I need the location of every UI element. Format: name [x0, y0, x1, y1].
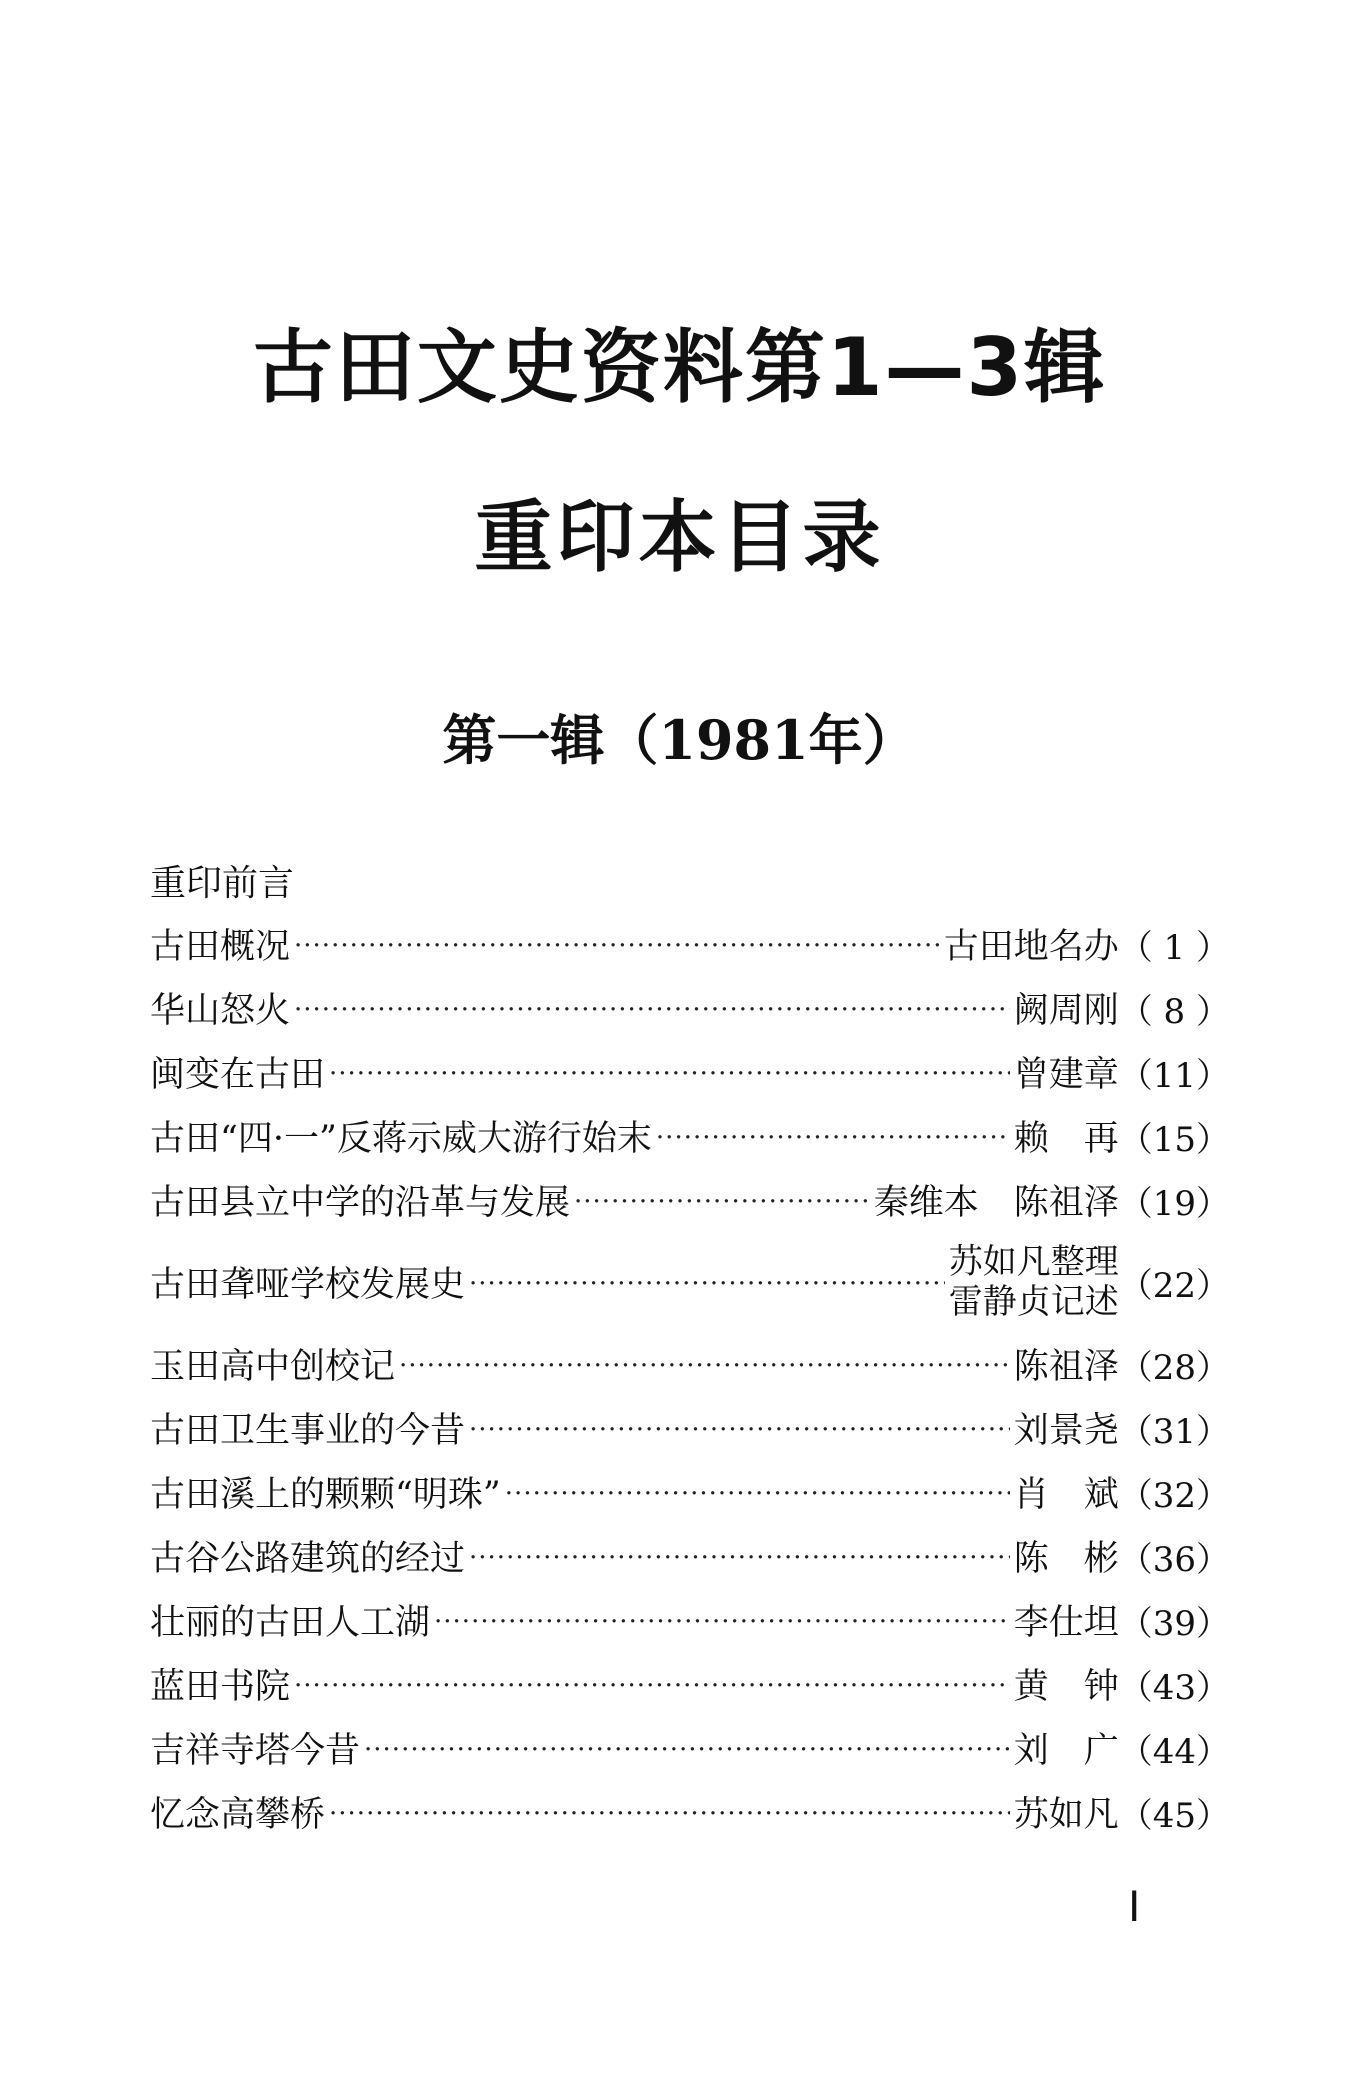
entry-author-stack — [949, 1242, 1119, 1322]
entry-author-editor: 苏如凡整理 — [948, 1242, 1119, 1282]
toc-row — [150, 1396, 1230, 1460]
leader-dots — [294, 924, 940, 964]
toc-row — [150, 1780, 1230, 1844]
entry-title: 忆念高攀桥 — [150, 1795, 326, 1835]
leader-dots — [294, 988, 1010, 1028]
entry-page: （36） — [1118, 1539, 1230, 1580]
entry-author: 黄 钟 — [1013, 1667, 1119, 1707]
entry-title: 玉田高中创校记 — [150, 1347, 396, 1387]
entry-author: 赖 再 — [1013, 1119, 1119, 1159]
leader-dots — [656, 1116, 1010, 1156]
entry-page: （22） — [1118, 1265, 1230, 1306]
entry-author: 秦维本 陈祖泽 — [873, 1183, 1119, 1223]
leader-dots — [364, 1728, 1010, 1768]
entry-author: 古田地名办 — [943, 927, 1119, 967]
entry-author: 刘景尧 — [1013, 1411, 1119, 1451]
entry-page: （39） — [1118, 1603, 1230, 1644]
entry-author: 阙周刚 — [1013, 991, 1119, 1031]
entry-title: 蓝田书院 — [150, 1667, 291, 1707]
entry-title: 古田概况 — [150, 927, 291, 967]
toc-row — [150, 1652, 1230, 1716]
entry-title: 古田卫生事业的今昔 — [150, 1411, 466, 1451]
toc-row — [150, 912, 1230, 976]
entry-page: （43） — [1118, 1667, 1230, 1708]
entry-author: 肖 斌 — [1013, 1475, 1119, 1515]
toc-row — [150, 1040, 1230, 1104]
entry-page: （19） — [1118, 1183, 1230, 1224]
entry-author: 曾建章 — [1013, 1055, 1119, 1095]
entry-page: （31） — [1118, 1411, 1230, 1452]
entry-page: （28） — [1118, 1347, 1230, 1388]
toc-row — [150, 1332, 1230, 1396]
toc-list — [150, 912, 1230, 1844]
entry-page: （ 1 ） — [1118, 927, 1230, 968]
entry-author: 苏如凡 — [1013, 1795, 1119, 1835]
toc-row — [150, 1168, 1230, 1232]
entry-title: 古田聋哑学校发展史 — [150, 1265, 466, 1305]
entry-title: 古谷公路建筑的经过 — [150, 1539, 466, 1579]
leader-dots — [505, 1472, 1010, 1512]
entry-title: 古田县立中学的沿革与发展 — [150, 1183, 571, 1223]
entry-title: 古田溪上的颗颗“明珠” — [150, 1475, 501, 1515]
toc-title: 重印本目录 — [474, 493, 885, 583]
entry-title: 古田“四·一”反蒋示威大游行始末 — [150, 1119, 652, 1159]
entry-page: （44） — [1118, 1731, 1230, 1772]
leader-dots — [469, 1262, 945, 1302]
leader-dots — [399, 1344, 1010, 1384]
toc-row — [150, 976, 1230, 1040]
toc-row — [150, 1588, 1230, 1652]
book-title: 古田文史资料第1—3辑 — [252, 321, 1107, 414]
entry-page: （32） — [1118, 1475, 1230, 1516]
entry-title: 华山怒火 — [150, 991, 291, 1031]
leader-dots — [329, 1792, 1010, 1832]
toc-row — [150, 1104, 1230, 1168]
leader-dots — [329, 1052, 1010, 1092]
entry-page: （ 8 ） — [1118, 991, 1230, 1032]
leader-dots — [294, 1664, 1010, 1704]
entry-page: （15） — [1118, 1119, 1230, 1160]
leader-dots — [574, 1180, 870, 1220]
entry-author: 李仕坦 — [1013, 1603, 1119, 1643]
entry-author: 陈 彬 — [1013, 1539, 1119, 1579]
entry-title: 闽变在古田 — [150, 1055, 326, 1095]
page-number: Ⅰ — [1128, 1882, 1141, 1931]
entry-page: （11） — [1118, 1055, 1230, 1096]
toc-row — [150, 1716, 1230, 1780]
toc-row — [150, 1232, 1230, 1332]
entry-author: 刘 广 — [1013, 1731, 1119, 1771]
toc-row — [150, 1524, 1230, 1588]
leader-dots — [434, 1600, 1010, 1640]
entry-author-narrator: 雷静贞记述 — [948, 1282, 1119, 1322]
entry-author: 陈祖泽 — [1013, 1347, 1119, 1387]
entry-title: 壮丽的古田人工湖 — [150, 1603, 431, 1643]
entry-page: （45） — [1118, 1795, 1230, 1836]
preface-entry: 重印前言 — [150, 863, 295, 904]
volume-heading: 第一辑（1981年） — [442, 708, 917, 772]
leader-dots — [469, 1536, 1010, 1576]
leader-dots — [469, 1408, 1010, 1448]
toc-row — [150, 1460, 1230, 1524]
entry-title: 吉祥寺塔今昔 — [150, 1731, 361, 1771]
